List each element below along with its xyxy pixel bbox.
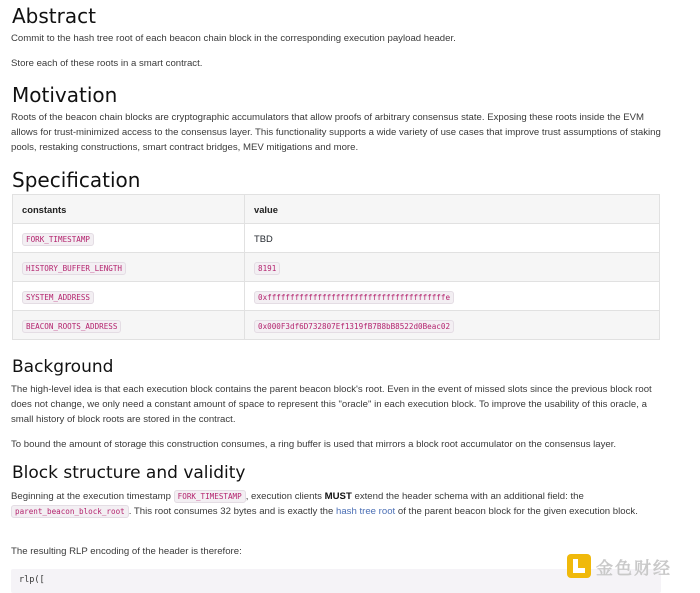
constant-name: BEACON_ROOTS_ADDRESS — [22, 320, 121, 333]
block-structure-paragraph-1 — [11, 489, 663, 519]
value-cell — [245, 282, 660, 311]
code-line: rlp([ — [19, 575, 45, 585]
text-fragment: extend the header schema with an additional field: the — [351, 491, 584, 502]
value-cell — [245, 311, 660, 340]
abstract-paragraph-2: Store each of these roots in a smart contract. — [11, 58, 203, 69]
text-fragment: . This root consumes 32 bytes and is exactly the — [128, 506, 336, 517]
value-cell: TBD — [245, 224, 660, 253]
table-row — [13, 224, 660, 253]
hash-tree-root-link[interactable]: hash tree root — [336, 506, 396, 517]
block-structure-paragraph-2: The resulting RLP encoding of the header is therefore: — [11, 546, 242, 557]
table-header-constants: constants — [13, 195, 245, 224]
constants-table — [12, 194, 660, 340]
background-heading: Background — [12, 357, 114, 377]
constant-cell — [13, 224, 245, 253]
inline-code-fork-timestamp: FORK_TIMESTAMP — [174, 490, 246, 503]
block-structure-heading: Block structure and validity — [12, 463, 246, 483]
constant-value: 0xfffffffffffffffffffffffffffffffffffffffe — [254, 291, 454, 304]
watermark — [566, 550, 696, 582]
value-cell — [245, 253, 660, 282]
constant-value: 0x000F3df6D732807Ef1319fB7B8bB8522d0Beac02 — [254, 320, 454, 333]
watermark-text: 金色财经 — [596, 558, 672, 579]
background-paragraph-1: The high-level idea is that each execution block contains the parent beacon block's root. Even in the event of missed slots since the previous block root does not change, we only need a constant amount of space to represent this "oracle" in each execution block. To improve the usability of this oracle, a small history of block roots are stored in the contract. — [11, 384, 652, 425]
constant-name: FORK_TIMESTAMP — [22, 233, 94, 246]
constant-cell — [13, 282, 245, 311]
motivation-paragraph: Roots of the beacon chain blocks are cryptographic accumulators that allow proofs of arbitrary consensus state. Exposing these roots inside the EVM allows for trust-minimized access to the consensus layer. This functionality supports a wide variety of use cases that improve trust assumptions of staking pools, restaking constructions, smart contract bridges, MEV mitigations and more. — [11, 112, 661, 153]
constant-cell — [13, 311, 245, 340]
text-fragment: , execution clients — [245, 491, 325, 502]
text-fragment: of the parent beacon block for the given execution block. — [395, 506, 638, 517]
code-block — [11, 569, 661, 593]
table-header-row — [13, 195, 660, 224]
table-header-value: value — [245, 195, 660, 224]
table-row — [13, 282, 660, 311]
specification-heading: Specification — [12, 168, 141, 192]
abstract-paragraph-1: Commit to the hash tree root of each beacon chain block in the corresponding execution payload header. — [11, 33, 456, 44]
motivation-heading: Motivation — [12, 83, 118, 107]
text-fragment: Beginning at the execution timestamp — [11, 491, 174, 502]
inline-code-parent-beacon-block-root: parent_beacon_block_root — [11, 505, 129, 518]
must-keyword: MUST — [324, 491, 352, 502]
constant-value: 8191 — [254, 262, 280, 275]
background-paragraph-2: To bound the amount of storage this construction consumes, a ring buffer is used that mirrors a block root accumulator on the consensus layer. — [11, 439, 617, 450]
constant-cell — [13, 253, 245, 282]
constant-name: SYSTEM_ADDRESS — [22, 291, 94, 304]
table-row — [13, 253, 660, 282]
table-row — [13, 311, 660, 340]
constant-name: HISTORY_BUFFER_LENGTH — [22, 262, 126, 275]
abstract-heading: Abstract — [12, 4, 96, 28]
jinse-logo-icon — [566, 553, 592, 579]
